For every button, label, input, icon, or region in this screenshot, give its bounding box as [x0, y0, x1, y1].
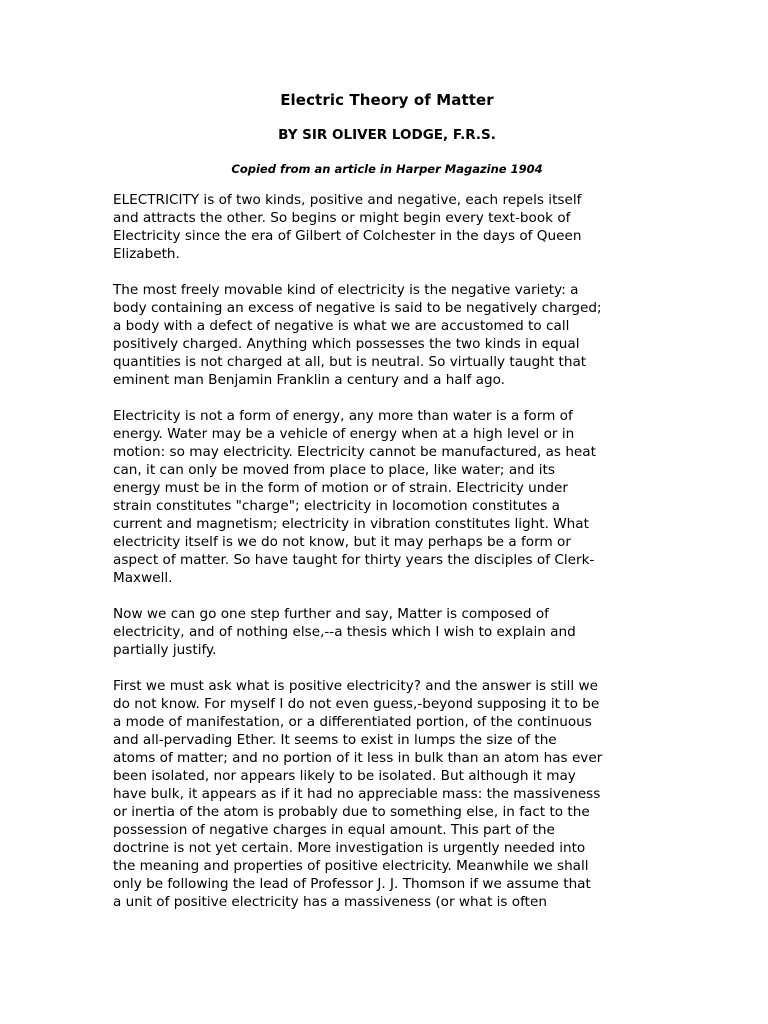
paragraph-line: aspect of matter. So have taught for thirty years the disciples of Clerk-: [113, 552, 595, 568]
paragraph-line: do not know. For myself I do not even guess,-beyond supposing it to be: [113, 696, 600, 712]
paragraph-line: atoms of matter; and no portion of it less in bulk than an atom has ever: [113, 750, 603, 766]
paragraph-line: possession of negative charges in equal amount. This part of the: [113, 822, 555, 838]
document-page: [113, 90, 661, 929]
paragraph-line: current and magnetism; electricity in vibration constitutes light. What: [113, 516, 589, 532]
paragraph-line: energy must be in the form of motion or of strain. Electricity under: [113, 480, 568, 496]
paragraph-line: body containing an excess of negative is said to be negatively charged;: [113, 300, 602, 316]
paragraph-line: doctrine is not yet certain. More investigation is urgently needed into: [113, 840, 586, 856]
paragraph-line: only be following the lead of Professor J. J. Thomson if we assume that: [113, 876, 591, 892]
paragraph-line: quantities is not charged at all, but is neutral. So virtually taught that: [113, 354, 587, 370]
paragraph-line: electricity itself is we do not know, but it may perhaps be a form or: [113, 534, 571, 550]
document-body: [113, 191, 661, 911]
paragraph-line: and all-pervading Ether. It seems to exist in lumps the size of the: [113, 732, 557, 748]
paragraph-line: a body with a defect of negative is what we are accustomed to call: [113, 318, 570, 334]
paragraph-line: have bulk, it appears as if it had no appreciable mass: the massiveness: [113, 786, 601, 802]
paragraph-line: a unit of positive electricity has a massiveness (or what is often: [113, 894, 547, 910]
paragraph-line: and attracts the other. So begins or might begin every text-book of: [113, 210, 571, 226]
paragraph-line: been isolated, nor appears likely to be isolated. But although it may: [113, 768, 576, 784]
paragraph-line: Maxwell.: [113, 570, 173, 586]
paragraph-line: eminent man Benjamin Franklin a century and a half ago.: [113, 372, 505, 388]
paragraph-line: Elizabeth.: [113, 246, 180, 262]
body-paragraph: [113, 281, 661, 389]
paragraph-line: electricity, and of nothing else,--a thesis which I wish to explain and: [113, 624, 576, 640]
paragraph-line: or inertia of the atom is probably due to something else, in fact to the: [113, 804, 590, 820]
paragraph-line: the meaning and properties of positive electricity. Meanwhile we shall: [113, 858, 589, 874]
paragraph-line: ELECTRICITY is of two kinds, positive and negative, each repels itself: [113, 192, 582, 208]
paragraph-line: positively charged. Anything which possesses the two kinds in equal: [113, 336, 580, 352]
paragraph-line: strain constitutes "charge"; electricity in locomotion constitutes a: [113, 498, 560, 514]
body-paragraph: [113, 677, 661, 911]
document-author: BY SIR OLIVER LODGE, F.R.S.: [278, 127, 496, 143]
paragraph-line: Electricity is not a form of energy, any more than water is a form of: [113, 408, 573, 424]
document-title: Electric Theory of Matter: [280, 91, 494, 109]
paragraph-line: Electricity since the era of Gilbert of Colchester in the days of Queen: [113, 228, 582, 244]
paragraph-line: can, it can only be moved from place to place, like water; and its: [113, 462, 555, 478]
body-paragraph: [113, 605, 661, 659]
paragraph-line: The most freely movable kind of electricity is the negative variety: a: [113, 282, 579, 298]
body-paragraph: [113, 407, 661, 587]
paragraph-line: energy. Water may be a vehicle of energy when at a high level or in: [113, 426, 575, 442]
paragraph-line: a mode of manifestation, or a differentiated portion, of the continuous: [113, 714, 592, 730]
paragraph-line: Now we can go one step further and say, Matter is composed of: [113, 606, 549, 622]
paragraph-line: motion: so may electricity. Electricity cannot be manufactured, as heat: [113, 444, 596, 460]
document-source-note: Copied from an article in Harper Magazine 1904: [231, 162, 543, 176]
paragraph-line: partially justify.: [113, 642, 217, 658]
body-paragraph: [113, 191, 661, 263]
paragraph-line: First we must ask what is positive electricity? and the answer is still we: [113, 678, 598, 694]
